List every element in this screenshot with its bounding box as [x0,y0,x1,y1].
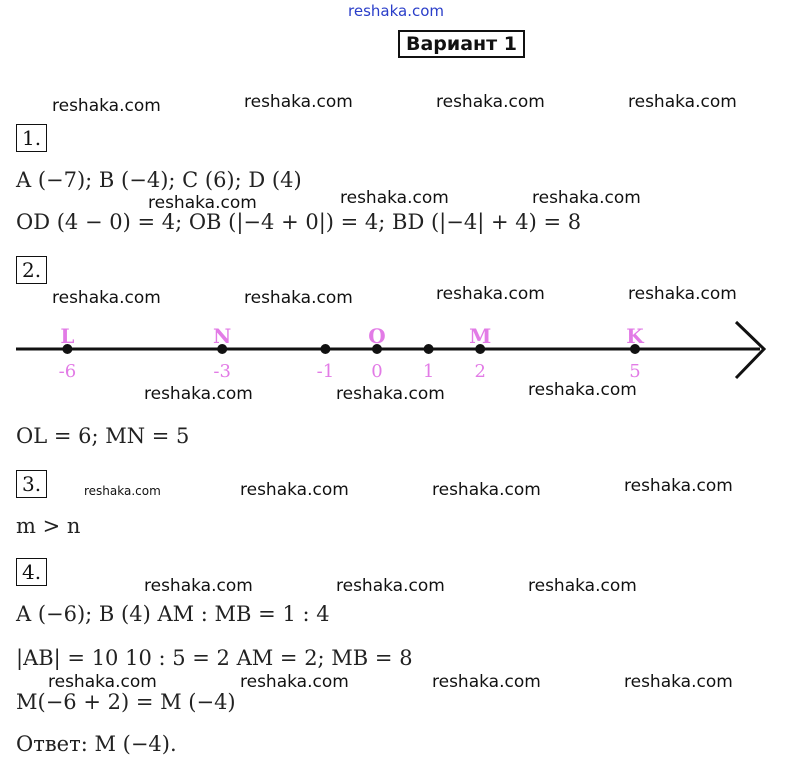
watermark: reshaka.com [532,188,641,208]
watermark: reshaka.com [432,672,541,692]
watermark: reshaka.com [336,576,445,596]
task-4-line-3: M(−6 + 2) = M (−4) [16,690,236,714]
watermark: reshaka.com [628,284,737,304]
watermark: reshaka.com [48,672,157,692]
watermark: reshaka.com [528,576,637,596]
number-line-value: 5 [629,361,641,382]
number-line-value: 1 [422,361,435,382]
watermark: reshaka.com [628,92,737,112]
task-1-number: 1. [16,124,47,152]
number-line-letter: O [368,324,386,348]
task-1-line-1: A (−7); B (−4); C (6); D (4) [16,168,302,192]
number-line-value: -1 [316,361,335,382]
watermark: reshaka.com [432,480,541,500]
watermark: reshaka.com [528,380,637,400]
watermark: reshaka.com [624,476,733,496]
number-line-value: -6 [58,361,77,382]
watermark: reshaka.com [84,484,161,498]
number-line-value: -3 [213,361,231,382]
watermark: reshaka.com [144,384,253,404]
watermark: reshaka.com [336,384,445,404]
task-4-line-4: Ответ: M (−4). [16,732,177,756]
number-line-point [320,344,330,354]
number-line-letter: N [213,324,232,348]
task-3-number: 3. [16,470,47,498]
watermark: reshaka.com [340,188,449,208]
task-2-number: 2. [16,256,47,284]
watermark: reshaka.com [52,288,161,308]
task-4-line-2: |AB| = 10 10 : 5 = 2 AM = 2; MB = 8 [16,646,413,670]
watermark: reshaka.com [240,672,349,692]
number-line-value: 0 [371,361,383,382]
watermark: reshaka.com [624,672,733,692]
number-line-point [424,344,434,354]
watermark: reshaka.com [436,284,545,304]
watermark: reshaka.com [244,92,353,112]
watermark: reshaka.com [52,96,161,116]
number-line-value: 2 [474,361,486,382]
watermark: reshaka.com [144,576,253,596]
task-4-number: 4. [16,558,47,586]
watermark: reshaka.com [436,92,545,112]
top-watermark: reshaka.com [348,2,444,20]
task-3-line-1: m > n [16,514,81,538]
watermark: reshaka.com [244,288,353,308]
watermark: reshaka.com [240,480,349,500]
task-2-line-1: OL = 6; MN = 5 [16,424,190,448]
page-title: Вариант 1 [398,30,525,58]
number-line-letter: M [469,324,492,348]
watermark: reshaka.com [148,193,257,213]
task-4-line-1: A (−6); B (4) AM : MB = 1 : 4 [16,602,330,626]
number-line-letter: L [60,324,75,348]
task-1-line-2: OD (4 − 0) = 4; OB (|−4 + 0|) = 4; BD (|−4| + 4) = 8 [16,210,582,234]
number-line-letter: K [626,324,644,348]
